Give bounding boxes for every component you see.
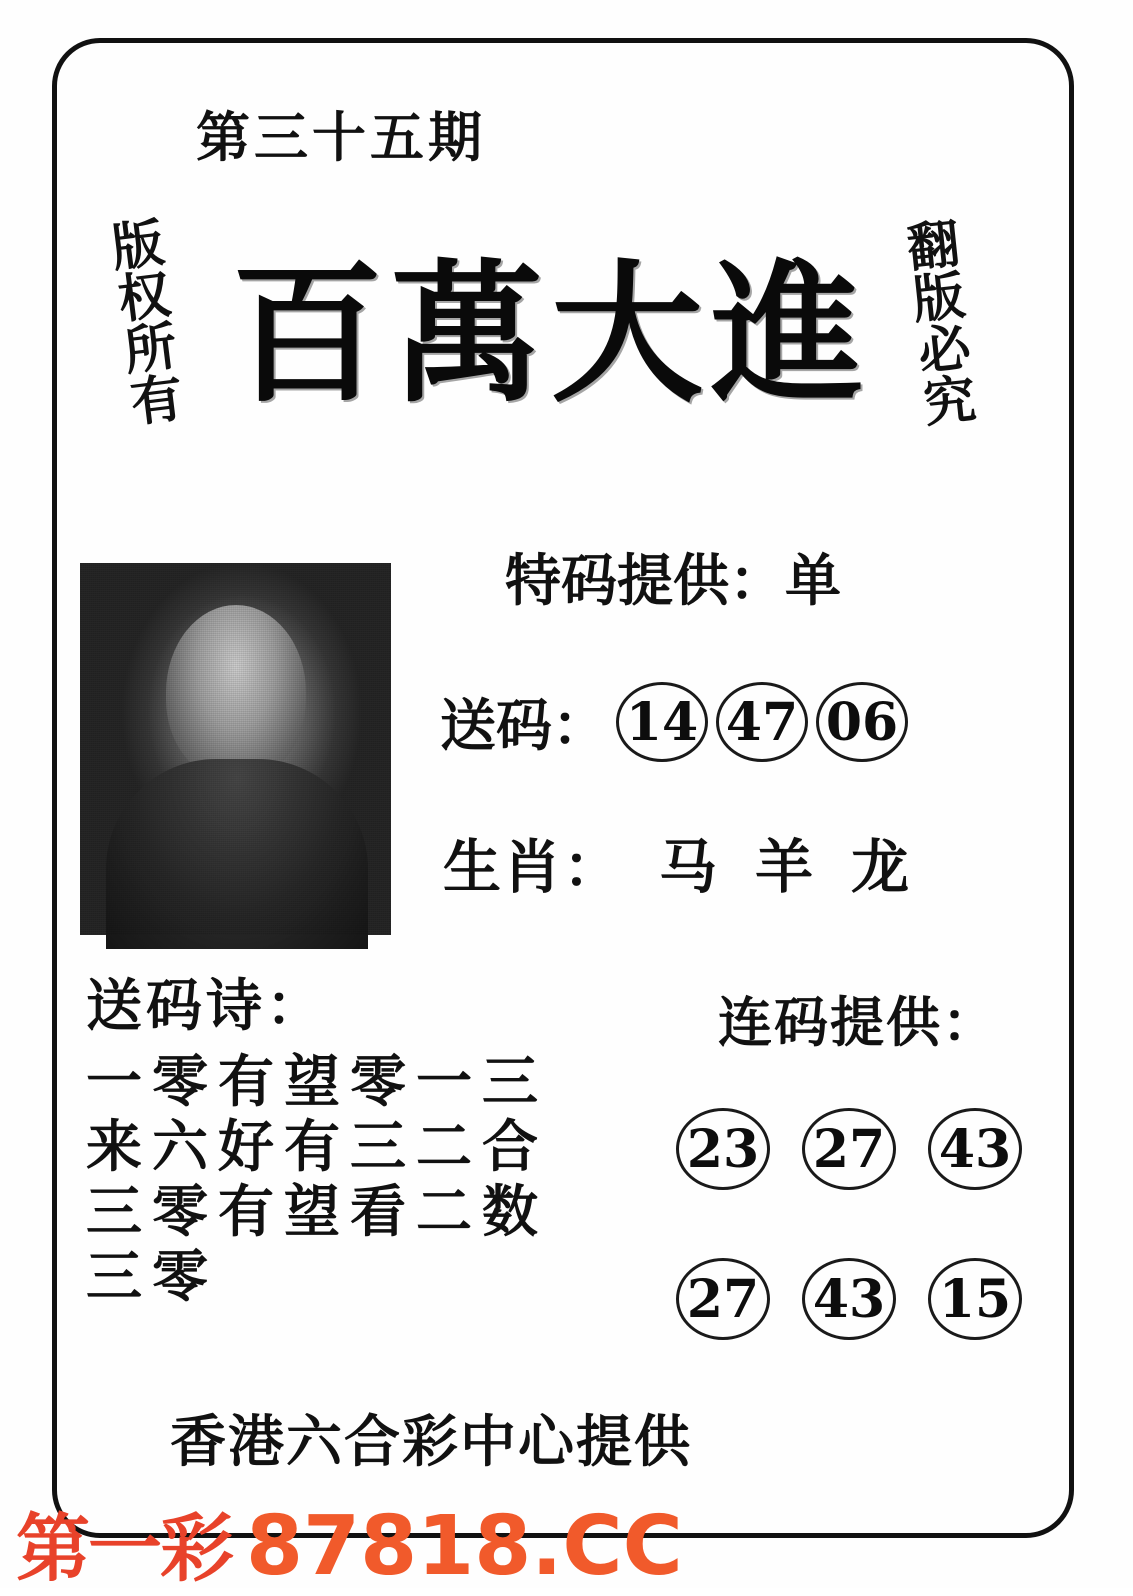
send-code-label: 送码： xyxy=(440,693,608,759)
poem-title: 送码诗： xyxy=(86,973,326,1039)
zodiac-value-1: 马 xyxy=(659,833,720,901)
portrait-photo xyxy=(80,563,391,935)
zodiac-row xyxy=(443,820,911,904)
footer-source-text: 香港六合彩中心提供 xyxy=(170,1409,692,1475)
send-code-ball-2: 47 xyxy=(716,682,808,762)
special-code-line: 特码提供：单 xyxy=(505,548,841,614)
lianma-ball-3: 43 xyxy=(928,1108,1022,1190)
zodiac-label: 生肖： xyxy=(443,833,624,901)
lianma-ball-6: 15 xyxy=(928,1258,1022,1340)
poem-line-1: 一零有望零一三 xyxy=(86,1049,548,1115)
poem-line-2: 来六好有三二合 xyxy=(86,1113,548,1180)
portrait-body xyxy=(106,759,368,949)
lianma-ball-4: 27 xyxy=(676,1258,770,1340)
watermark-domain: 87818.CC xyxy=(246,1499,683,1594)
copyright-left-text: 版权所有 xyxy=(99,214,186,429)
lianma-ball-2: 27 xyxy=(802,1108,896,1190)
copyright-right-text: 翻版必究 xyxy=(895,215,978,429)
page-title: 百萬大進 xyxy=(231,244,871,423)
poem-line-3: 三零有望看二数 xyxy=(86,1178,548,1245)
send-code-ball-1: 14 xyxy=(616,682,708,762)
poem-block xyxy=(86,962,586,1310)
zodiac-value-3: 龙 xyxy=(851,833,912,901)
lianma-ball-5: 43 xyxy=(802,1258,896,1340)
lianma-ball-1: 23 xyxy=(676,1108,770,1190)
watermark xyxy=(16,1490,683,1596)
lianma-title: 连码提供： xyxy=(718,990,998,1054)
issue-number: 第三十五期 xyxy=(196,105,486,169)
lianma-row-1 xyxy=(676,1108,1022,1190)
zodiac-value-2: 羊 xyxy=(755,833,816,901)
lianma-row-2 xyxy=(676,1258,1022,1340)
watermark-brand: 第一彩 xyxy=(16,1506,232,1592)
send-code-row xyxy=(440,682,908,762)
poem-line-4: 三零 xyxy=(86,1243,218,1310)
send-code-ball-3: 06 xyxy=(816,682,908,762)
portrait-head xyxy=(166,605,306,780)
